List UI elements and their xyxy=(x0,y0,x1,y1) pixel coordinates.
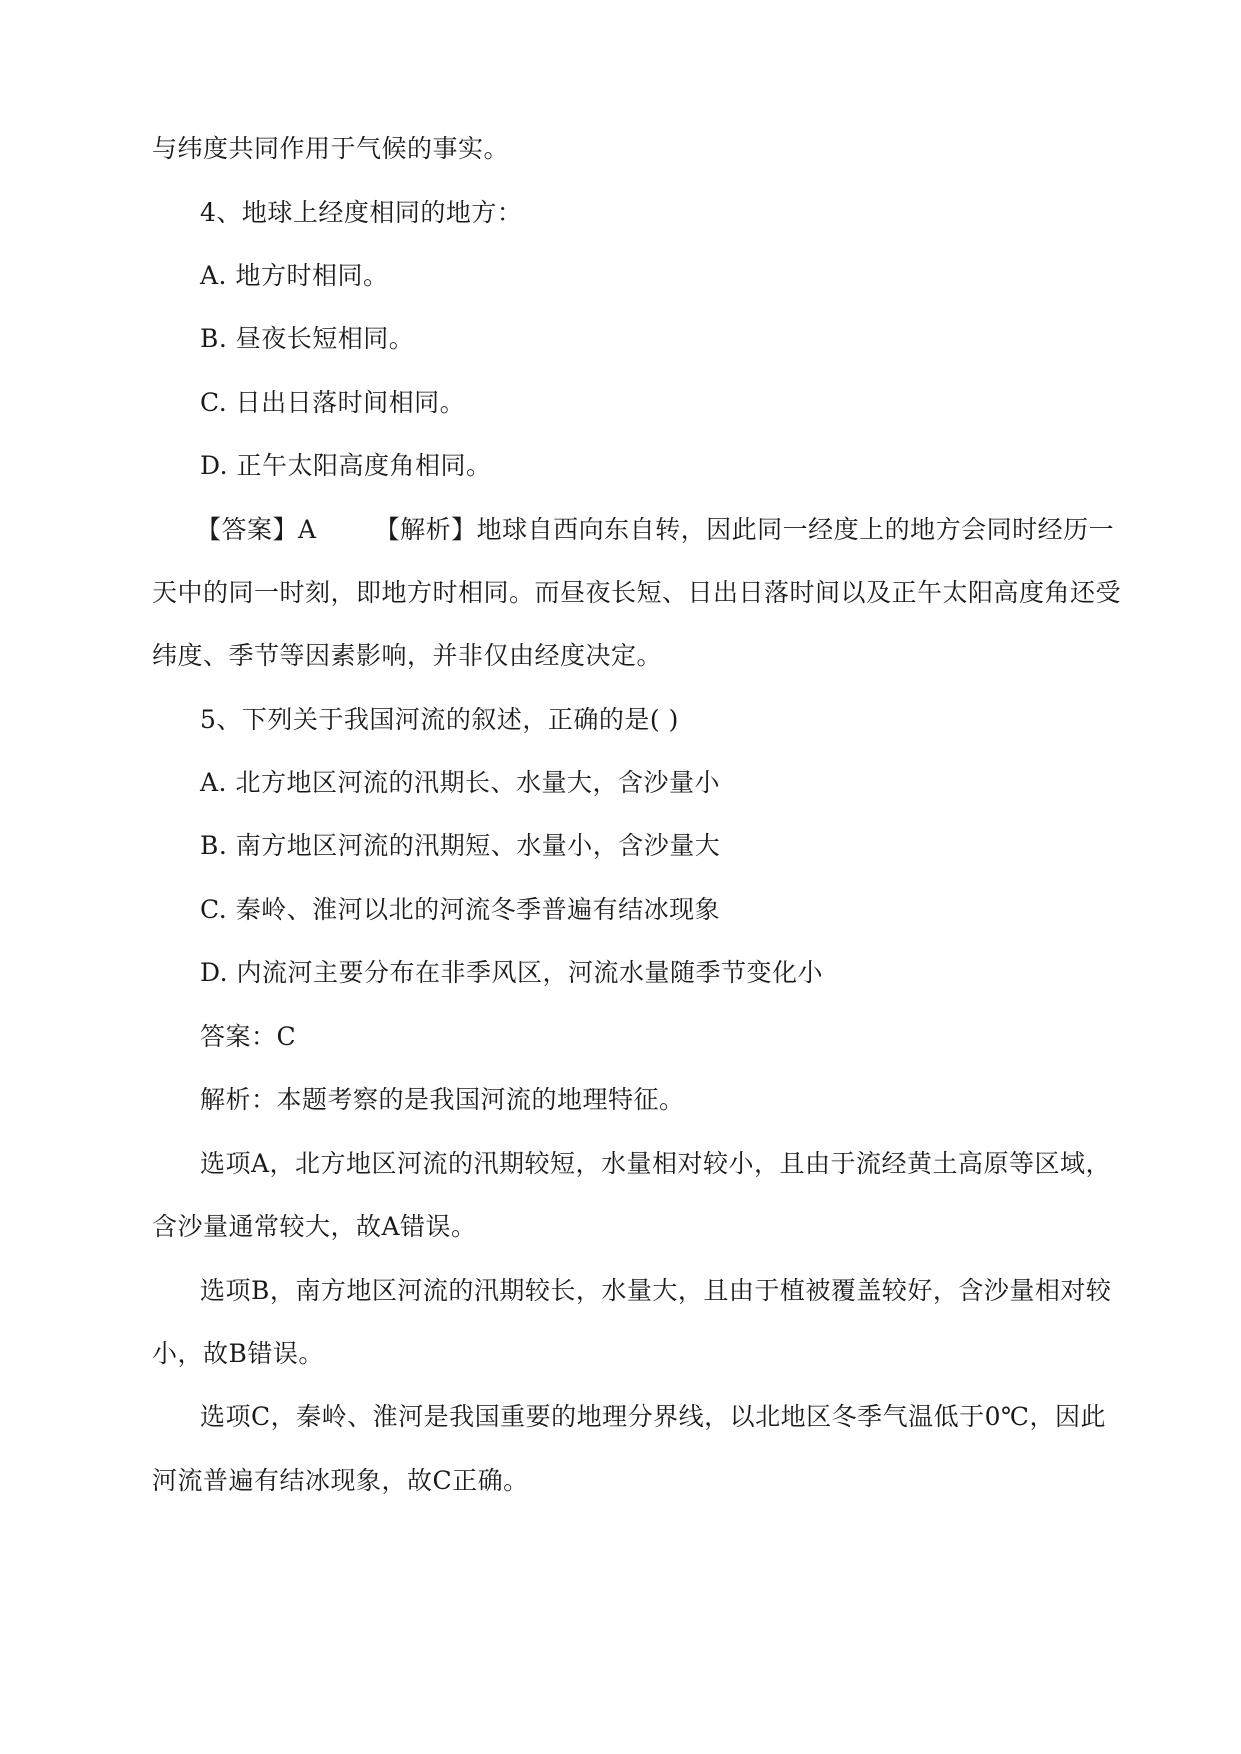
option-a: A. 地方时相同。 xyxy=(200,261,389,290)
analysis-text: 解析：本题考察的是我国河流的地理特征。 xyxy=(200,1085,685,1114)
text-line: 小，故B错误。 xyxy=(152,1339,324,1368)
question-4: 4、地球上经度相同的地方： xyxy=(200,198,523,227)
text-line: 纬度、季节等因素影响，并非仅由经度决定。 xyxy=(152,641,663,670)
answer-label: 答案：C xyxy=(200,1022,297,1051)
analysis-text: 【解析】地球自西向东自转，因此同一经度上的地方会同时经历一 xyxy=(374,515,1115,544)
option-c-analysis: 选项C，秦岭、淮河是我国重要的地理分界线，以北地区冬季气温低于0℃，因此 xyxy=(200,1402,1107,1431)
option-c: C. 日出日落时间相同。 xyxy=(200,388,466,417)
answer-label: 【答案】A xyxy=(196,515,317,544)
option-d: D. 正午太阳高度角相同。 xyxy=(200,451,492,480)
option-d: D. 内流河主要分布在非季风区，河流水量随季节变化小 xyxy=(200,958,824,987)
text-line: 与纬度共同作用于气候的事实。 xyxy=(152,134,510,163)
option-a-analysis: 选项A，北方地区河流的汛期较短，水量相对较小，且由于流经黄土高原等区域， xyxy=(200,1149,1112,1178)
option-b-analysis: 选项B，南方地区河流的汛期较长，水量大，且由于植被覆盖较好，含沙量相对较 xyxy=(200,1276,1112,1305)
answer-analysis-line xyxy=(196,515,1114,545)
option-b: B. 南方地区河流的汛期短、水量小，含沙量大 xyxy=(200,831,721,860)
option-a: A. 北方地区河流的汛期长、水量大，含沙量小 xyxy=(200,768,720,797)
text-line: 河流普遍有结冰现象，故C正确。 xyxy=(152,1466,529,1495)
text-line: 含沙量通常较大，故A错误。 xyxy=(152,1212,477,1241)
option-c: C. 秦岭、淮河以北的河流冬季普遍有结冰现象 xyxy=(200,895,721,924)
text-line: 天中的同一时刻，即地方时相同。而昼夜长短、日出日落时间以及正午太阳高度角还受 xyxy=(152,578,1122,607)
option-b: B. 昼夜长短相同。 xyxy=(200,324,415,353)
question-5: 5、下列关于我国河流的叙述，正确的是( ) xyxy=(200,705,679,734)
